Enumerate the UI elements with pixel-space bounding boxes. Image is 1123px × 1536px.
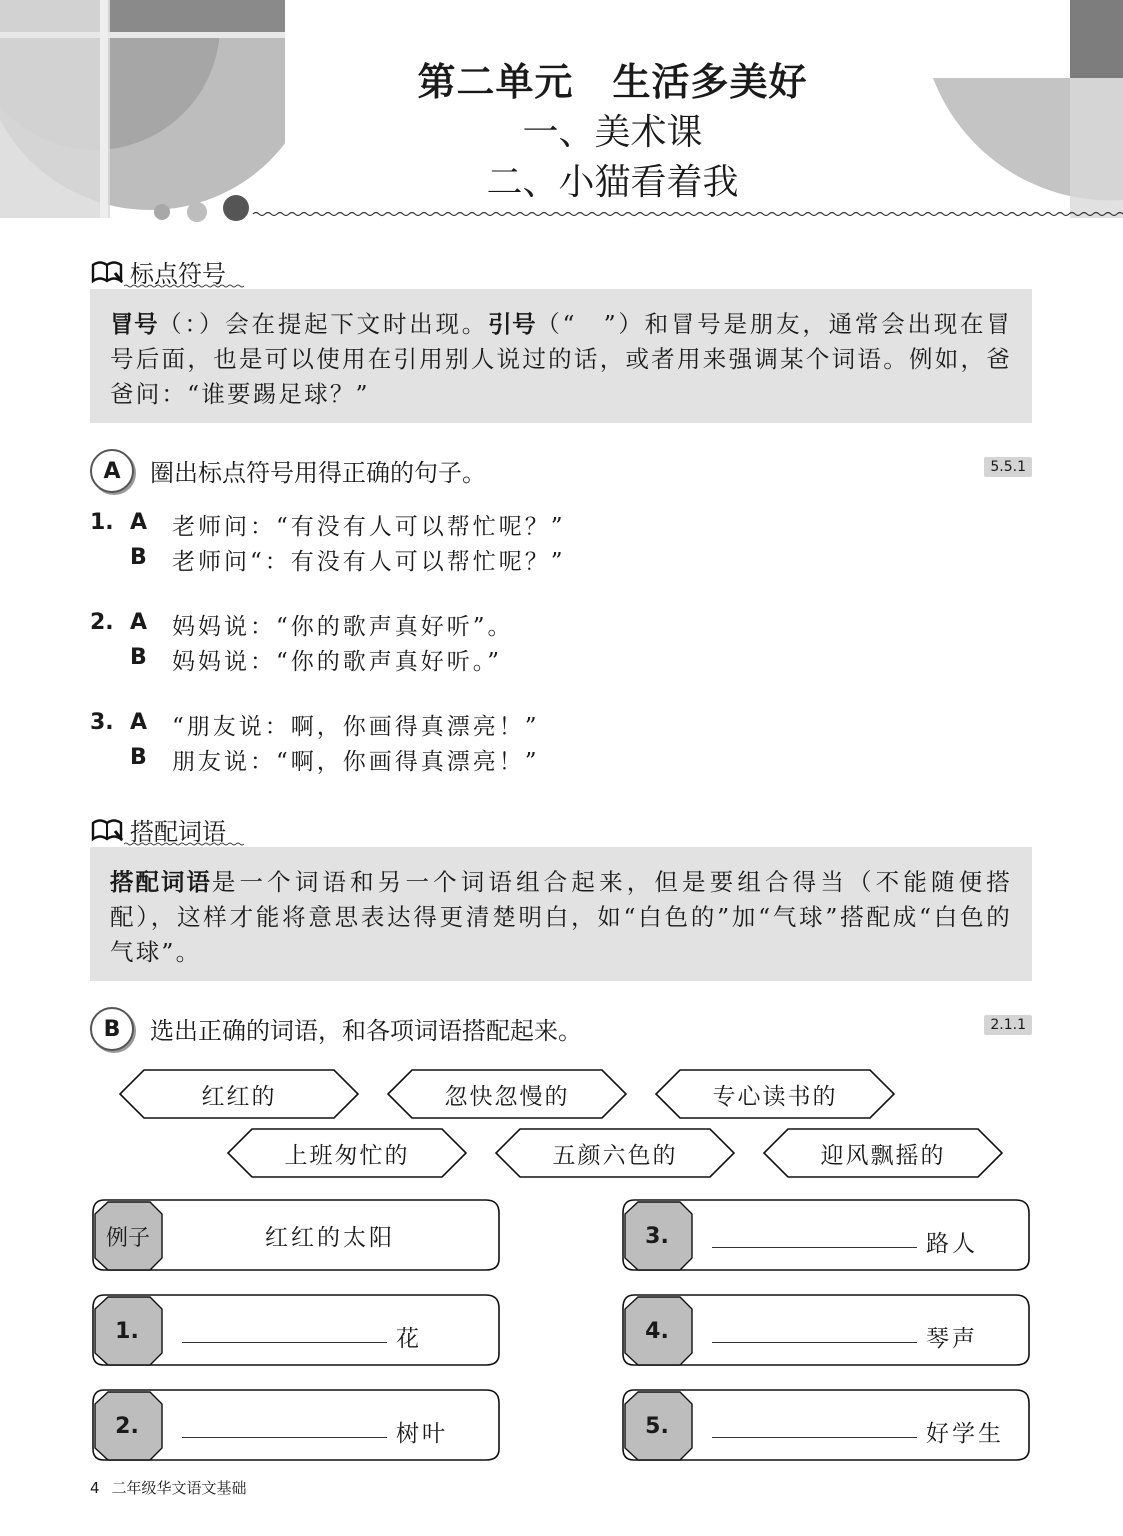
title-block — [300, 56, 925, 208]
page-number: 4 — [90, 1479, 100, 1497]
task-a-badge: A — [90, 449, 134, 493]
unit-title: 第二单元 生活多美好 — [417, 60, 808, 104]
item-number: 5. — [645, 1413, 669, 1439]
task-a-header — [90, 449, 1032, 493]
item-number: 2. — [115, 1413, 139, 1439]
section-heading-text: 标点符号 — [130, 259, 226, 288]
word-bank-label: 五颜六色的 — [552, 1142, 678, 1169]
lesson-title-1: 一、美术课 — [522, 112, 703, 153]
item-number: 3. — [645, 1223, 669, 1249]
task-b-instruction: 选出正确的词语，和各项词语搭配起来。 — [150, 1017, 582, 1045]
answer-card — [620, 1294, 1032, 1368]
option-text[interactable]: 妈妈说：“你的歌声真好听”。 — [172, 614, 514, 640]
punctuation-info-box — [90, 289, 1032, 423]
word-bank-label: 忽快忽慢的 — [444, 1083, 570, 1110]
answer-blank[interactable] — [712, 1342, 917, 1343]
info-text-2: （“ ”）和冒号是朋友，通常会出现在冒号后面，也是可以使用在引用别人说过的话，或者用来强调某个词语。例如，爸爸问：“谁要踢足球？” — [110, 310, 1013, 408]
answer-card — [90, 1389, 502, 1463]
word-bank-item[interactable] — [762, 1127, 1004, 1179]
item-suffix: 路人 — [926, 1231, 978, 1257]
question-number: 1. — [90, 510, 114, 535]
word-bank-label: 上班匆忙的 — [284, 1142, 410, 1169]
word-bank-item[interactable] — [494, 1127, 736, 1179]
answer-blank[interactable] — [712, 1247, 917, 1248]
book-title: 二年级华文语文基础 — [111, 1479, 247, 1497]
option-label: A — [130, 710, 148, 735]
item-number: 1. — [115, 1318, 139, 1344]
option-text[interactable]: “朋友说：啊，你画得真漂亮！” — [172, 714, 540, 740]
section-heading-text: 搭配词语 — [130, 817, 226, 846]
example-label: 例子 — [105, 1225, 150, 1251]
task-a-instruction: 圈出标点符号用得正确的句子。 — [150, 459, 486, 487]
option-text[interactable]: 老师问：“有没有人可以帮忙呢？” — [172, 514, 566, 540]
option-label: A — [130, 510, 148, 535]
word-bank-label: 专心读书的 — [712, 1083, 838, 1110]
task-b-badge: B — [90, 1007, 134, 1051]
collocation-info-box — [90, 847, 1032, 981]
task-b-code: 2.1.1 — [984, 1015, 1032, 1035]
word-bank-label: 红红的 — [201, 1083, 277, 1110]
open-book-icon — [90, 815, 124, 843]
answer-blank[interactable] — [182, 1342, 387, 1343]
item-suffix: 树叶 — [396, 1421, 448, 1447]
word-bank-item[interactable] — [226, 1127, 468, 1179]
option-text[interactable]: 老师问“：有没有人可以帮忙呢？” — [172, 549, 566, 575]
item-suffix: 琴声 — [926, 1326, 978, 1352]
word-bank-item[interactable] — [386, 1068, 628, 1120]
example-card — [90, 1199, 502, 1273]
keyword-collocation: 搭配词语 — [110, 868, 212, 896]
answer-blank[interactable] — [712, 1437, 917, 1438]
page-footer — [90, 1477, 247, 1498]
keyword-colon: 冒号 — [110, 310, 159, 338]
lesson-title-2: 二、小猫看着我 — [486, 162, 739, 203]
answer-card — [90, 1294, 502, 1368]
word-bank-label: 迎风飘摇的 — [820, 1142, 946, 1169]
task-b-header — [90, 1007, 1032, 1051]
answer-card — [620, 1199, 1032, 1273]
option-text[interactable]: 朋友说：“啊，你画得真漂亮！” — [172, 749, 540, 775]
info-text: 是一个词语和另一个词语组合起来，但是要组合得当（不能随便搭配），这样才能将意思表达得更清楚明白，如“白色的”加“气球”搭配成“白色的气球”。 — [110, 868, 1012, 966]
task-a-code: 5.5.1 — [984, 457, 1032, 477]
answer-card — [620, 1389, 1032, 1463]
word-bank-item[interactable] — [118, 1068, 360, 1120]
option-label: B — [130, 745, 147, 770]
word-bank-item[interactable] — [654, 1068, 896, 1120]
item-suffix: 好学生 — [926, 1421, 1004, 1447]
item-number: 4. — [645, 1318, 669, 1344]
item-suffix: 花 — [396, 1326, 422, 1352]
answer-blank[interactable] — [182, 1437, 387, 1438]
open-book-icon — [90, 257, 124, 285]
option-text[interactable]: 妈妈说：“你的歌声真好听。” — [172, 649, 503, 675]
option-label: B — [130, 645, 147, 670]
question-number: 3. — [90, 710, 114, 735]
info-text-1: （：）会在提起下文时出现。 — [158, 310, 489, 338]
example-text: 红红的太阳 — [265, 1225, 395, 1251]
option-label: B — [130, 545, 147, 570]
question-number: 2. — [90, 610, 114, 635]
option-label: A — [130, 610, 148, 635]
keyword-quotes: 引号 — [488, 310, 537, 338]
